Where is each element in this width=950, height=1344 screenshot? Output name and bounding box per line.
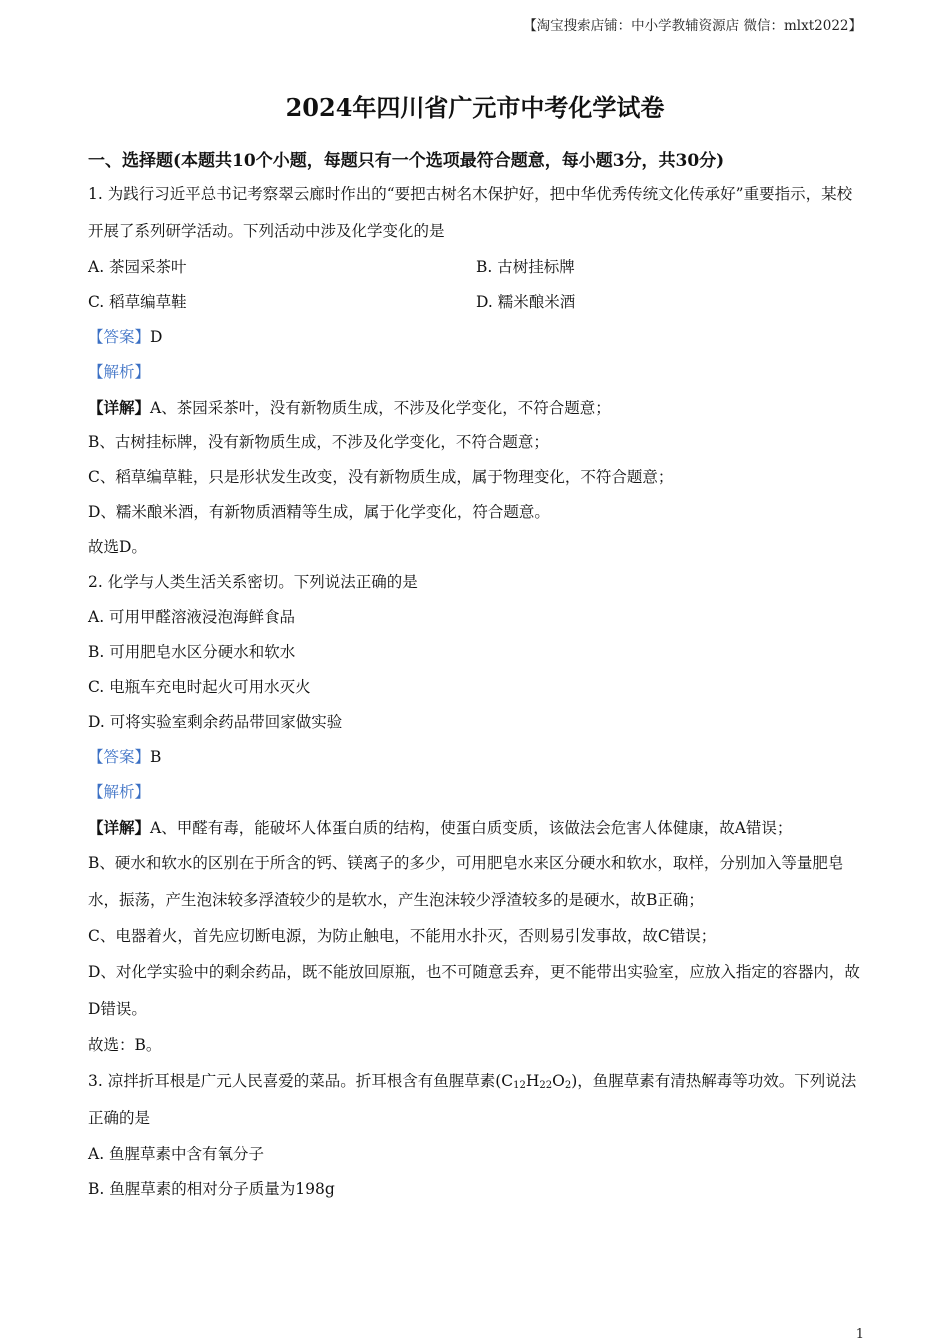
question-1-option-c: C. 稻草编草鞋	[88, 293, 187, 311]
formula-element-o: O	[552, 1072, 565, 1090]
question-2-option-d: D. 可将实验室剩余药品带回家做实验	[88, 713, 343, 731]
question-1-detail-b: B、古树挂标牌，没有新物质生成，不涉及化学变化，不符合题意；	[88, 433, 549, 451]
question-2-answer-value: B	[150, 748, 162, 766]
question-1-option-d: D. 糯米酿米酒	[476, 293, 576, 311]
question-2-detail-a-text: A、甲醛有毒，能破坏人体蛋白质的结构，使蛋白质变质，该做法会危害人体健康，故A错误；	[150, 819, 793, 837]
page-title: 2024年四川省广元市中考化学试卷	[285, 93, 665, 122]
question-2-option-c: C. 电瓶车充电时起火可用水灭火	[88, 678, 311, 696]
question-1-analysis	[88, 355, 864, 390]
question-2-detail-c: C、电器着火，首先应切断电源，为防止触电，不能用水扑灭，否则易引发事故，故C错误；	[88, 927, 717, 945]
question-2-detail-a	[88, 810, 864, 845]
formula-subscript-h: 22	[539, 1080, 553, 1091]
question-1-option-b: B. 古树挂标牌	[476, 258, 575, 276]
question-1-detail-c: C、稻草编草鞋，只是形状发生改变，没有新物质生成，属于物理变化，不符合题意；	[88, 468, 674, 486]
question-1-options-row-1	[88, 250, 864, 285]
page-number: 1	[855, 1327, 864, 1342]
question-3-stem-end: )，鱼腥草素有清热解毒等功效。下列说法正确的是	[88, 1072, 857, 1127]
question-1-conclusion: 故选D。	[88, 538, 147, 556]
question-1-stem: 1. 为践行习近平总书记考察翠云廊时作出的“要把古树名木保护好，把中华优秀传统文化传承好”重要指示，某校开展了系列研学活动。下列活动中涉及化学变化的是	[88, 185, 853, 240]
formula-element-h: H	[525, 1072, 540, 1090]
question-3-option-a: A. 鱼腥草素中含有氧分子	[88, 1145, 265, 1163]
answer-label: 【答案】	[88, 748, 151, 766]
detail-label: 【详解】	[88, 818, 151, 837]
formula-subscript-c: 12	[513, 1080, 526, 1091]
question-2-conclusion: 故选：B。	[88, 1036, 162, 1054]
question-1-options-row-2	[88, 285, 864, 320]
document-body	[88, 176, 864, 1207]
question-3-stem	[88, 1063, 864, 1137]
analysis-label: 【解析】	[88, 363, 151, 381]
question-3-option-b: B. 鱼腥草素的相对分子质量为198g	[88, 1180, 335, 1198]
question-2-answer	[88, 740, 864, 775]
question-2-option-a: A. 可用甲醛溶液浸泡海鲜食品	[88, 608, 296, 626]
answer-label: 【答案】	[88, 328, 151, 346]
section-heading: 一、选择题(本题共10个小题，每题只有一个选项最符合题意，每小题3分，共30分)	[88, 151, 725, 171]
question-2-analysis	[88, 775, 864, 810]
question-2-detail-b: B、硬水和软水的区别在于所含的钙、镁离子的多少，可用肥皂水来区分硬水和软水，取样，分别加入等量肥皂水，振荡，产生泡沫较多浮渣较少的是软水，产生泡沫较少浮渣较多的是硬水，故B正确；	[88, 854, 844, 909]
analysis-label: 【解析】	[88, 783, 151, 801]
question-1-detail-d: D、糯米酿米酒，有新物质酒精等生成，属于化学变化，符合题意。	[88, 503, 550, 521]
question-1-detail-a-text: A、茶园采茶叶，没有新物质生成，不涉及化学变化，不符合题意；	[150, 399, 611, 417]
question-1-option-a: A. 茶园采茶叶	[88, 258, 187, 276]
question-1-answer-value: D	[150, 328, 163, 346]
question-3-stem-start: 3. 凉拌折耳根是广元人民喜爱的菜品。折耳根含有鱼腥草素(C	[88, 1072, 514, 1090]
question-1-detail-a	[88, 390, 864, 425]
question-1-answer	[88, 320, 864, 355]
question-2-detail-d: D、对化学实验中的剩余药品，既不能放回原瓶，也不可随意丢弃，更不能带出实验室，应放入指定的容器内，故D错误。	[88, 963, 860, 1018]
question-2-option-b: B. 可用肥皂水区分硬水和软水	[88, 643, 296, 661]
detail-label: 【详解】	[88, 398, 151, 417]
formula-subscript-o: 2	[564, 1080, 572, 1091]
question-2-stem: 2. 化学与人类生活关系密切。下列说法正确的是	[88, 573, 418, 591]
header-note: 【淘宝搜索店铺：中小学教辅资源店 微信：mlxt2022】	[523, 18, 862, 34]
